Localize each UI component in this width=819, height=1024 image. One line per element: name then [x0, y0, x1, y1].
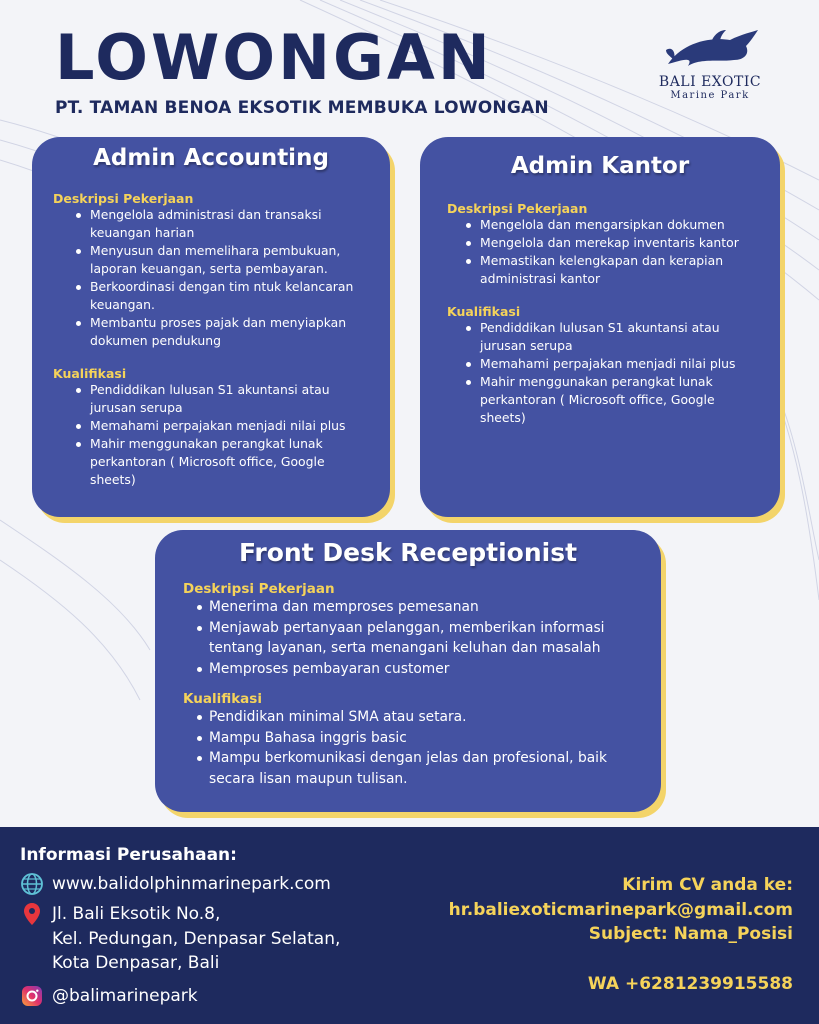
- job-desc-heading: Deskripsi Pekerjaan: [447, 201, 588, 216]
- page-subtitle: PT. TAMAN BENOA EKSOTIK MEMBUKA LOWONGAN: [55, 98, 549, 118]
- list-item: Mampu berkomunikasi dengan jelas dan profesional, baik secara lisan maupun tulisan.: [193, 748, 643, 789]
- job-desc-list: [72, 206, 372, 350]
- address-text: [52, 902, 340, 976]
- email-link[interactable]: hr.baliexoticmarinepark@gmail.com: [448, 900, 793, 920]
- list-item: Menyusun dan memelihara pembukuan, laporan keuangan, serta pembayaran.: [72, 242, 372, 278]
- list-item: Memastikan kelengkapan dan kerapian administrasi kantor: [462, 252, 762, 288]
- location-pin-icon: [20, 902, 44, 926]
- instagram-row: [20, 984, 198, 1009]
- cv-label: Kirim CV anda ke:: [622, 875, 793, 895]
- address-line: Kota Denpasar, Bali: [52, 953, 220, 973]
- job-qual-list: [462, 319, 762, 427]
- list-item: Berkoordinasi dengan tim ntuk kelancaran keuangan.: [72, 278, 372, 314]
- job-qual-list: [193, 707, 643, 789]
- list-item: Membantu proses pajak dan menyiapkan dokumen pendukung: [72, 314, 372, 350]
- job-desc-heading: Deskripsi Pekerjaan: [183, 581, 335, 597]
- job-qual-heading: Kualifikasi: [447, 304, 521, 319]
- address-line: Kel. Pedungan, Denpasar Selatan,: [52, 928, 341, 949]
- whatsapp-number[interactable]: WA +6281239915588: [587, 974, 793, 994]
- instagram-handle[interactable]: @balimarinepark: [52, 986, 198, 1006]
- dolphin-icon: [660, 26, 760, 76]
- footer-company-info: [0, 827, 819, 1024]
- job-qual-heading: Kualifikasi: [183, 691, 262, 707]
- list-item: Mengelola dan merekap inventaris kantor: [462, 234, 762, 252]
- company-logo: [650, 26, 770, 101]
- list-item: Pendiddikan lulusan S1 akuntansi atau jurusan serupa: [462, 319, 762, 355]
- list-item: Mahir menggunakan perangkat lunak perkantoran ( Microsoft office, Google sheets): [462, 373, 762, 427]
- job-title: Admin Accounting: [93, 145, 329, 171]
- job-qual-list: [72, 381, 372, 489]
- list-item: Memahami perpajakan menjadi nilai plus: [462, 355, 762, 373]
- subject-text: Subject: Nama_Posisi: [588, 924, 793, 944]
- list-item: Pendidikan minimal SMA atau setara.: [193, 707, 643, 728]
- logo-name: BALI EXOTIC: [658, 74, 762, 90]
- list-item: Mahir menggunakan perangkat lunak perkantoran ( Microsoft office, Google sheets): [72, 435, 372, 489]
- list-item: Pendiddikan lulusan S1 akuntansi atau jurusan serupa: [72, 381, 372, 417]
- list-item: Mampu Bahasa inggris basic: [193, 728, 643, 749]
- website-link[interactable]: www.balidolphinmarinepark.com: [52, 874, 331, 894]
- list-item: Menerima dan memproses pemesanan: [193, 597, 643, 618]
- job-title: Front Desk Receptionist: [238, 538, 578, 567]
- job-card-front-desk: [155, 530, 661, 812]
- website-row: [20, 872, 331, 897]
- job-card-admin-kantor: [420, 137, 780, 517]
- instagram-icon: [20, 984, 44, 1008]
- footer-heading: Informasi Perusahaan:: [20, 845, 237, 865]
- globe-icon: [20, 872, 44, 896]
- list-item: Mengelola dan mengarsipkan dokumen: [462, 216, 762, 234]
- list-item: Menjawab pertanyaan pelanggan, memberikan informasi tentang layanan, serta menangani keluhan dan masalah: [193, 618, 643, 659]
- logo-subtitle: Marine Park: [670, 90, 750, 101]
- list-item: Memahami perpajakan menjadi nilai plus: [72, 417, 372, 435]
- list-item: Mengelola administrasi dan transaksi keuangan harian: [72, 206, 372, 242]
- job-desc-list: [462, 216, 762, 288]
- address-line: Jl. Bali Eksotik No.8,: [52, 904, 221, 924]
- job-qual-heading: Kualifikasi: [53, 366, 127, 381]
- address-row: [20, 902, 340, 976]
- job-desc-list: [193, 597, 643, 679]
- list-item: Memproses pembayaran customer: [193, 659, 643, 680]
- page-title: LOWONGAN: [55, 21, 493, 94]
- job-desc-heading: Deskripsi Pekerjaan: [53, 191, 194, 206]
- job-card-admin-accounting: [32, 137, 390, 517]
- job-title: Admin Kantor: [510, 153, 690, 179]
